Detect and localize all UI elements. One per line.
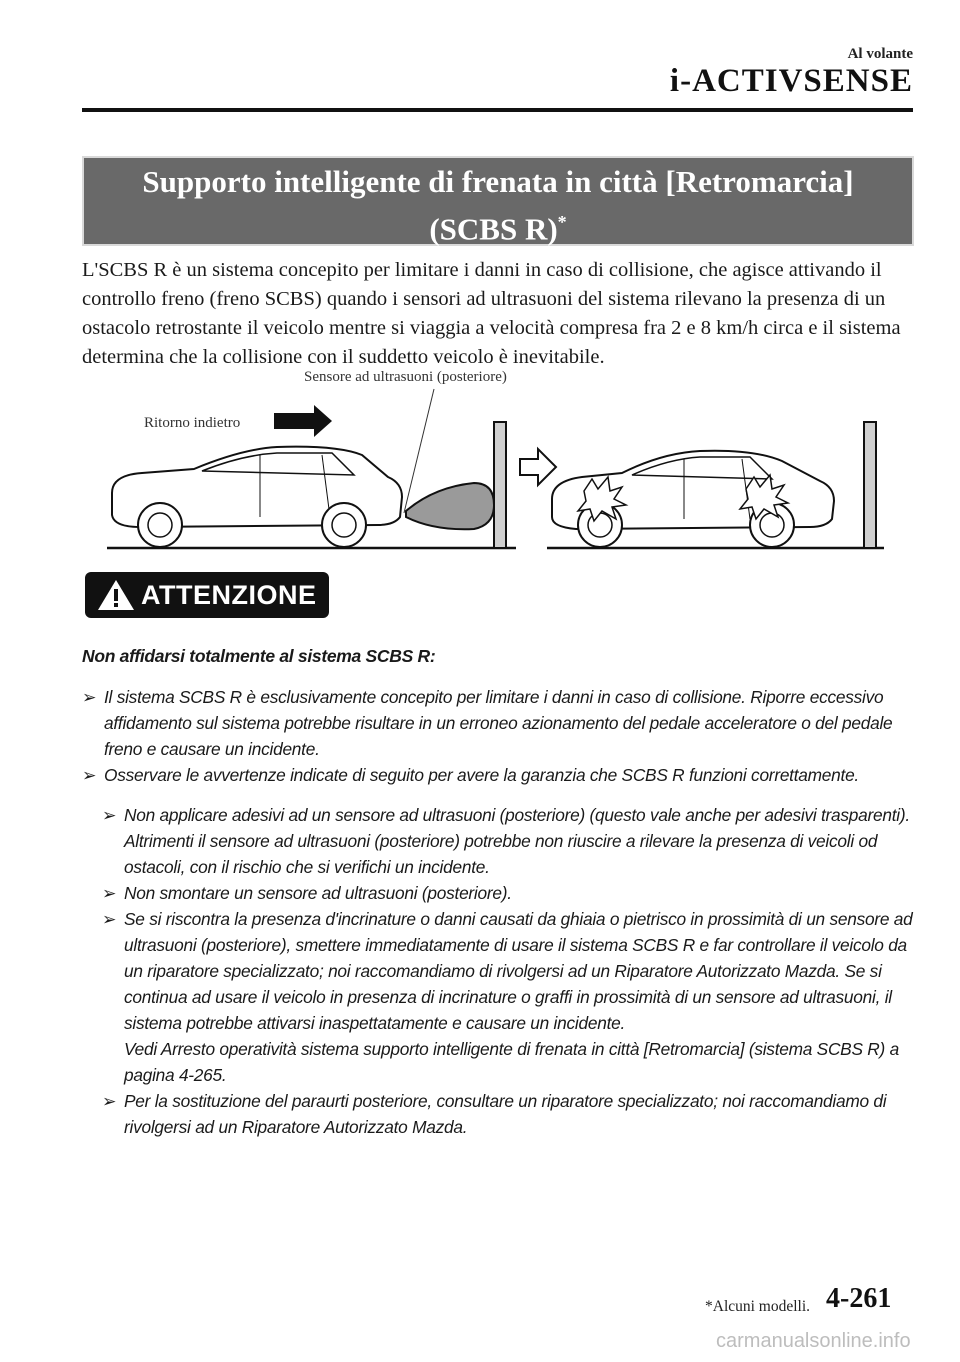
page-number: 4-261 — [826, 1283, 892, 1314]
arrow-bullet-icon: ➢ — [102, 805, 117, 825]
chapter-title: Al volante — [847, 46, 913, 62]
page-title — [82, 156, 914, 246]
watermark: carmanualsonline.info — [716, 1330, 911, 1352]
arrow-bullet-icon: ➢ — [102, 883, 117, 903]
warning-list — [82, 684, 922, 1140]
reverse-arrow-icon — [274, 405, 332, 437]
arrow-bullet-icon: ➢ — [82, 687, 97, 707]
wall-right — [864, 422, 876, 548]
section-title: i-ACTIVSENSE — [669, 63, 913, 99]
intro-paragraph: L'SCBS R è un sistema concepito per limitare i danni in caso di collisione, che agisce attivando il controllo freno (freno SCBS) quando i sensori ad ultrasuoni del sistema rilevano la presenza di un ostacolo retrostante il veicolo mentre si viaggia a velocità compresa fra 2 e 8 km/h circa e il sistema determina che la collisione con il suddetto veicolo è inevitabile. — [82, 259, 901, 368]
title-line-2: (SCBS R)* — [429, 211, 567, 247]
scbs-diagram — [82, 365, 918, 565]
wall-left — [494, 422, 506, 548]
sensor-zone — [406, 483, 494, 529]
warning-sub-item: ➢ Per la sostituzione del paraurti posteriore, consultare un riparatore specializzato; noi raccomandiamo di rivolgersi ad un Riparatore Autorizzato Mazda. — [102, 1088, 922, 1140]
car-left-icon — [112, 447, 402, 547]
title-line-1: Supporto intelligente di frenata in città [Retromarcia] — [142, 164, 854, 199]
car-right-icon — [552, 451, 834, 547]
header-rule — [82, 108, 913, 112]
warning-triangle-icon — [97, 578, 135, 612]
next-step-arrow-icon — [520, 449, 556, 485]
warning-sub-item: ➢ Non applicare adesivi ad un sensore ad ultrasuoni (posteriore) (questo vale anche per adesivi trasparenti). Altrimenti il sensore ad ultrasuoni (posteriore) potrebbe non riuscire a rilevare la presenza di veicoli od ostacoli, con il rischio che si verifichi un incidente. — [102, 802, 922, 880]
footnote: *Alcuni modelli. — [705, 1298, 811, 1315]
cross-reference: Vedi Arresto operatività sistema supporto intelligente di frenata in città [Retromarcia] (sistema SCBS R) a pagina 4-265. — [124, 1039, 899, 1085]
title-asterisk: * — [557, 212, 567, 232]
warning-item: ➢ Osservare le avvertenze indicate di seguito per avere la garanzia che SCBS R funzioni correttamente. — [82, 762, 922, 788]
arrow-bullet-icon: ➢ — [102, 909, 117, 929]
arrow-bullet-icon: ➢ — [82, 765, 97, 785]
arrow-bullet-icon: ➢ — [102, 1091, 117, 1111]
warning-badge-label: ATTENZIONE — [141, 579, 317, 610]
page-header — [670, 46, 913, 100]
warning-heading: Non affidarsi totalmente al sistema SCBS R: — [82, 646, 436, 666]
reverse-label: Ritorno indietro — [144, 415, 241, 431]
illustration — [82, 365, 918, 565]
warning-sub-item: ➢ Se si riscontra la presenza d'incrinature o danni causati da ghiaia o pietrisco in prossimità di un sensore ad ultrasuoni (posteriore), smettere immediatamente di usare il sistema SCBS R e far controllare il veicolo da un riparatore specializzato; noi raccomandiamo di rivolgersi ad un Riparatore Autorizzato Mazda. Se si continua ad usare il veicolo in presenza di incrinature o graffi in prossimità di un sensore ad ultrasuoni, il sistema potrebbe attivarsi inaspettatamente e causare un incidente. Vedi Arresto operatività sistema supporto intelligente di frenata in città [Retromarcia] (sistema SCBS R) a pagina 4-265. — [102, 906, 922, 1088]
warning-sub-item: ➢ Non smontare un sensore ad ultrasuoni (posteriore). — [102, 880, 922, 906]
sensor-label: Sensore ad ultrasuoni (posteriore) — [304, 369, 507, 385]
warning-item: ➢ Il sistema SCBS R è esclusivamente concepito per limitare i danni in caso di collisione. Riporre eccessivo affidamento sul sistema potrebbe risultare in un erroneo azionamento del pedale acceleratore o del pedale freno e causare un incidente. — [82, 684, 922, 762]
warning-badge — [85, 572, 329, 618]
